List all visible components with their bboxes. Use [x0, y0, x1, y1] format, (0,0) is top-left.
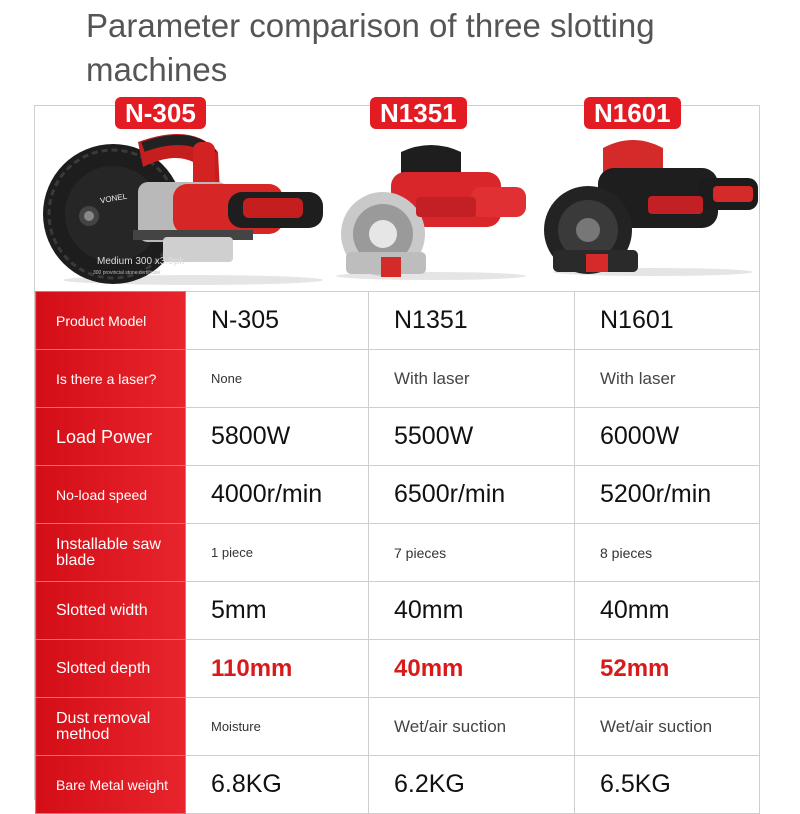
cell-value: With laser: [369, 350, 575, 408]
model-badge-n1351: N1351: [370, 97, 467, 129]
table-row: [36, 292, 760, 350]
cell-value: 6000W: [575, 408, 760, 466]
row-label: Is there a laser?: [36, 350, 186, 408]
row-label: Slotted depth: [36, 640, 186, 698]
blade-label-text: Medium 300 x3.9pk: [97, 256, 185, 267]
product-image-n305: [43, 122, 333, 287]
cell-value: 5500W: [369, 408, 575, 466]
spec-table: [35, 291, 760, 814]
cell-value: Wet/air suction: [575, 698, 760, 756]
cell-value: None: [186, 350, 369, 408]
row-label: Slotted width: [36, 582, 186, 640]
product-images: [35, 98, 759, 291]
cell-value-highlight: 52mm: [575, 640, 760, 698]
cell-value: 6.8KG: [186, 756, 369, 814]
cell-value: With laser: [575, 350, 760, 408]
table-row: [36, 466, 760, 524]
row-label: Dust removal method: [36, 698, 186, 756]
row-label: Product Model: [36, 292, 186, 350]
table-row: [36, 640, 760, 698]
blade-brand-text: VONEL: [99, 191, 128, 206]
cell-value: 6.2KG: [369, 756, 575, 814]
cell-value: 40mm: [575, 582, 760, 640]
cell-value: Moisture: [186, 698, 369, 756]
cell-value: 5200r/min: [575, 466, 760, 524]
table-row: [36, 408, 760, 466]
table-row: [36, 524, 760, 582]
cell-value: 6500r/min: [369, 466, 575, 524]
table-row: [36, 756, 760, 814]
row-label: Bare Metal weight: [36, 756, 186, 814]
product-image-n1351: [321, 142, 531, 282]
cell-value: 40mm: [369, 582, 575, 640]
cell-value: 5mm: [186, 582, 369, 640]
cell-value: 6.5KG: [575, 756, 760, 814]
product-image-n1601: [538, 138, 763, 278]
cell-value-highlight: 110mm: [186, 640, 369, 698]
row-label: Load Power: [36, 408, 186, 466]
cell-value: N1601: [575, 292, 760, 350]
cell-value: N-305: [186, 292, 369, 350]
row-label: Installable saw blade: [36, 524, 186, 582]
comparison-panel: [34, 98, 760, 800]
cell-value: 8 pieces: [575, 524, 760, 582]
table-row: [36, 350, 760, 408]
model-badge-n305: N-305: [115, 97, 206, 129]
table-row: [36, 698, 760, 756]
cell-value-highlight: 40mm: [369, 640, 575, 698]
blade-sub-text: 300 provincial stone certificate: [93, 270, 161, 276]
cell-value: 1 piece: [186, 524, 369, 582]
cell-value: 5800W: [186, 408, 369, 466]
cell-value: 7 pieces: [369, 524, 575, 582]
cell-value: 4000r/min: [186, 466, 369, 524]
page-title: Parameter comparison of three slotting machines: [86, 7, 655, 88]
cell-value: Wet/air suction: [369, 698, 575, 756]
row-label: No-load speed: [36, 466, 186, 524]
cell-value: N1351: [369, 292, 575, 350]
model-badge-n1601: N1601: [584, 97, 681, 129]
table-row: [36, 582, 760, 640]
